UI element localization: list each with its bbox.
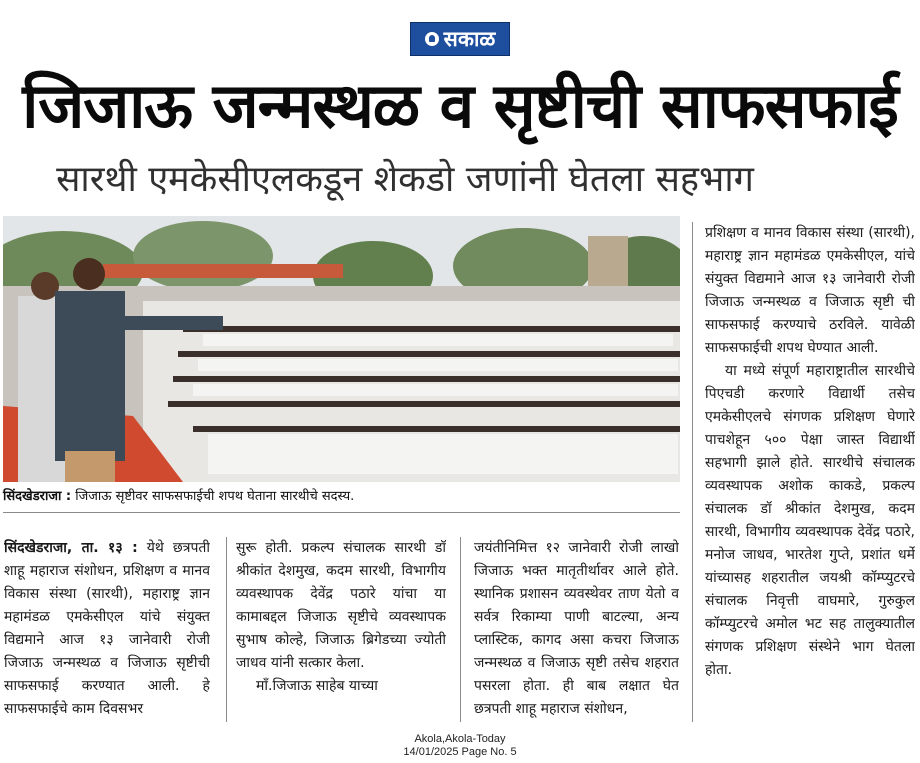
- photo-caption: [3, 484, 680, 510]
- footer-edition: Akola,Akola-Today: [414, 733, 506, 745]
- caption-divider: [3, 512, 680, 513]
- footer-date-page: 14/01/2025 Page No. 5: [403, 746, 517, 758]
- body-text: येथे छत्रपती शाहू महाराज संशोधन, प्रशिक्षण व मानव विकास संस्था (सारथी), महाराष्ट्र ज्ञान महामंडळ एमकेसीएल यांचे संयुक्त विद्यमाने आज १३ जानेवारी रोजी जिजाऊ जन्मस्थळ व जिजाऊ सृष्टीची साफसफाई करण्यात आली. हे साफसफाईचे काम दिवसभर: [4, 540, 210, 717]
- news-photo: [3, 216, 680, 482]
- article-column-4: [705, 222, 915, 728]
- page-footer: [340, 733, 580, 761]
- caption-place: सिंदखेडराजा :: [3, 489, 72, 504]
- masthead-logo: [410, 22, 510, 56]
- body-text: सुरू होती. प्रकल्प संचालक सारथी डॉ श्रीकांत देशमुख, कदम सारथी, विभागीय व्यवस्थापक देवेंद्र पठारे यांचा या कामाबद्दल जिजाऊ सृष्टीचे व्यवस्थापक सुभाष कोल्हे, जिजाऊ ब्रिगेडच्या ज्योती जाधव यांनी सत्कार केला.: [236, 540, 446, 671]
- dateline: सिंदखेडराजा, ता. १३ :: [4, 540, 138, 556]
- article-column-3: [474, 537, 679, 725]
- caption-text: जिजाऊ सृष्टीवर साफसफाईची शपथ घेताना सारथीचे सदस्य.: [75, 489, 355, 504]
- column-divider: [460, 537, 461, 722]
- body-text: प्रशिक्षण व मानव विकास संस्था (सारथी), महाराष्ट्र ज्ञान महामंडळ एमकेसीएल, यांचे संयुक्त विद्यमाने आज १३ जानेवारी रोजी जिजाऊ जन्मस्थळ व जिजाऊ सृष्टी ची साफसफाई करण्याचे ठरविले. यावेळी साफसफाईची शपथ घेण्यात आली.: [705, 225, 915, 356]
- body-text: माँ.जिजाऊ साहेब याच्या: [256, 678, 378, 694]
- body-text: या मध्ये संपूर्ण महाराष्ट्रातील सारथीचे पिएचडी करणारे विद्यार्थी तसेच एमकेसीएलचे संगणक प्रशिक्षण घेणारे पाचशेहून ५०० पेक्षा जास्त विद्यार्थी सहभागी झाले होते. सारथीचे संचालक व्यवस्थापक अशोक काकडे, प्रकल्प संचालक डॉ श्रीकांत देशमुख, कदम सारथी, विभागीय व्यवस्थापक देवेंद्र पठारे, मनोज जाधव, भारतेश गुप्ते, प्रशांत धर्मे यांच्यासह शहरातील जयश्री कॉम्प्युटरचे संचालक निवृत्ती वाघमारे, गुरुकुल कॉम्प्युटरचे अमोल भट सह तालुक्यातील संगणक प्रशिक्षण संस्थेने भाग घेतला होता.: [705, 363, 915, 678]
- article-column-2: [236, 537, 446, 725]
- subheadline: सारथी एमकेसीएलकडून शेकडो जणांनी घेतला सहभाग: [56, 159, 754, 200]
- logo-text: सकाळ: [443, 27, 496, 51]
- logo-emblem-icon: [425, 32, 439, 46]
- column-divider: [692, 222, 693, 722]
- column-divider: [226, 537, 227, 722]
- body-text: जयंतीनिमित्त १२ जानेवारी रोजी लाखो जिजाऊ भक्त मातृतीर्थावर आले होते. स्थानिक प्रशासन व्यवस्थेवर ताण येतो व सर्वत्र रिकाम्या पाणी बाटल्या, अन्य प्लास्टिक, कागद असा कचरा जिजाऊ जन्मस्थळ व जिजाऊ सृष्टी तसेच शहरात पसरला होता. ही बाब लक्षात घेत छत्रपती शाहू महाराज संशोधन,: [474, 540, 679, 717]
- article-column-1: [4, 537, 210, 725]
- headline: जिजाऊ जन्मस्थळ व सृष्टीची साफसफाई: [22, 69, 898, 142]
